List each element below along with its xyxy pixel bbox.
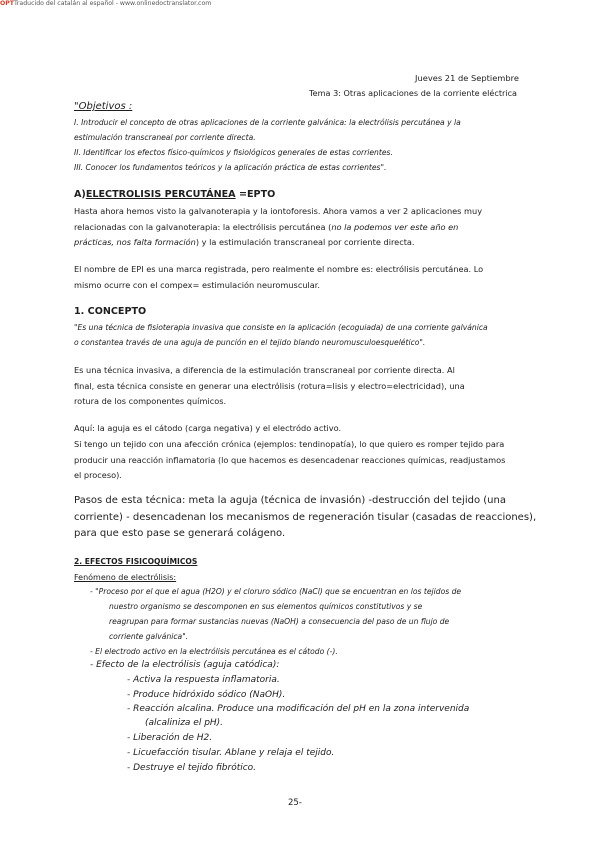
objective-line: I. Introducir el concepto de otras aplicaciones de la corriente galvánica: la electrólisis percutánea y la bbox=[74, 118, 461, 127]
section-a-title: ELECTROLISIS PERCUTÁNEA bbox=[85, 189, 236, 200]
sub-bullet: - Licuefacción tisular. Ablane y relaja el tejido. bbox=[127, 748, 335, 758]
paragraph-line: el proceso). bbox=[74, 470, 122, 480]
efectos-subheading: Fenómeno de electrólisis: bbox=[74, 573, 177, 582]
objective-line: estimulación transcraneal por corriente directa. bbox=[74, 133, 256, 142]
steps-line: Pasos de esta técnica: meta la aguja (técnica de invasión) -destrucción del tejido (una bbox=[74, 495, 506, 506]
paragraph-line: Aquí: la aguja es el cátodo (carga negativa) y el electródo activo. bbox=[74, 423, 342, 433]
objective-line: II. Identificar los efectos físico-químicos y fisiológicos generales de estas corrientes. bbox=[74, 148, 393, 157]
efectos-heading: 2. EFECTOS FISICOQUÍMICOS bbox=[74, 557, 198, 566]
sub-bullet: - Liberación de H2. bbox=[127, 733, 213, 743]
paragraph-line: relacionadas con la galvanoterapia: la electrólisis percutánea (no la podemos ver este año en bbox=[74, 222, 459, 232]
quote-line: "Es una técnica de fisioterapia invasiva que consiste en la aplicación (ecoguiada) de una corriente galvánica bbox=[74, 323, 488, 332]
paragraph-line: El nombre de EPI es una marca registrada, pero realmente el nombre es: electrólisis percutánea. Lo bbox=[74, 264, 484, 274]
bullet-line: - "Proceso por el que el agua (H2O) y el cloruro sódico (NaCl) que se encuentran en los tejidos de bbox=[90, 587, 462, 596]
paragraph-line: rotura de los componentes químicos. bbox=[74, 396, 227, 406]
bullet-line: - El electrodo activo en la electrólisis percutánea es el cátodo (-). bbox=[90, 647, 338, 656]
bullet-line: - Efecto de la electrólisis (aguja catódica): bbox=[90, 660, 280, 670]
sub-bullet: - Reacción alcalina. Produce una modificación del pH en la zona intervenida bbox=[127, 704, 470, 714]
translator-logo: OPT bbox=[0, 0, 15, 7]
paragraph-line: final, esta técnica consiste en generar una electrólisis (rotura=lisis y electro=electricidad), una bbox=[74, 381, 465, 391]
paragraph-line: mismo ocurre con el compex= estimulación neuromuscular. bbox=[74, 280, 321, 290]
bullet-line: reagrupan para formar sustancias nuevas (NaOH) a consecuencia del paso de un flujo de bbox=[109, 617, 450, 626]
quote-line: o constantea través de una aguja de punción en el tejido blando neuromusculoesquelético". bbox=[74, 338, 426, 347]
bullet-line: nuestro organismo se descomponen en sus elementos químicos constitutivos y se bbox=[109, 602, 423, 611]
sub-bullet: - Produce hidróxido sódico (NaOH). bbox=[127, 690, 286, 700]
paragraph-line: prácticas, nos falta formación) y la estimulación transcraneal por corriente directa. bbox=[74, 237, 415, 247]
header-date: Jueves 21 de Septiembre bbox=[415, 73, 519, 83]
steps-line: para que esto pase se generará colágeno. bbox=[74, 528, 286, 539]
objectives-title: "Objetivos : bbox=[74, 101, 133, 112]
sub-bullet: - Activa la respuesta inflamatoria. bbox=[127, 675, 280, 685]
objective-line: III. Conocer los fundamentos teóricos y la aplicación práctica de estas corrientes". bbox=[74, 163, 387, 172]
paragraph-line: Es una técnica invasiva, a diferencia de la estimulación transcraneal por corriente directa. Al bbox=[74, 365, 455, 375]
translation-watermark bbox=[0, 0, 211, 7]
sub-bullet: (alcaliniza el pH). bbox=[145, 718, 224, 728]
bullet-line: corriente galvánica". bbox=[109, 632, 189, 641]
steps-line: corriente) - desencadenan los mecanismos de regeneración tisular (casadas de reacciones), bbox=[74, 512, 537, 523]
page-number: 25- bbox=[288, 798, 302, 808]
paragraph-line: Si tengo un tejido con una afección crónica (ejemplos: tendinopatía), lo que quiero es romper tejido para bbox=[74, 439, 505, 449]
sub-bullet: - Destruye el tejido fibrótico. bbox=[127, 763, 257, 773]
paragraph-line: producir una reacción inflamatoria (lo que hacemos es desencadenar reacciones químicas, readjustamos bbox=[74, 455, 506, 465]
section-a-heading: A)ELECTROLISIS PERCUTÁNEA =EPTO bbox=[74, 189, 276, 200]
concepto-heading: 1. CONCEPTO bbox=[74, 306, 147, 317]
watermark-text: Traducido del catalán al español - www.onlinedoctranslator.com bbox=[14, 0, 212, 7]
paragraph-line: Hasta ahora hemos visto la galvanoterapia y la iontoforesis. Ahora vamos a ver 2 aplicaciones muy bbox=[74, 206, 483, 216]
header-topic: Tema 3: Otras aplicaciones de la corriente eléctrica bbox=[309, 88, 517, 98]
